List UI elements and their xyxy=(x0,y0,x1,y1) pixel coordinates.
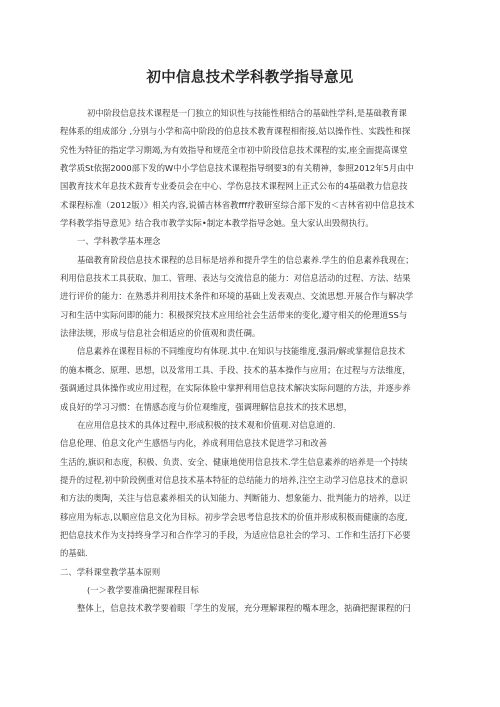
paragraph-line: 究性为特征的指定学习期竭,为有效指导和规范全市初中阶段信息技术课程的实,座全面提高课堂 xyxy=(60,144,408,155)
paragraph-line: 和方法的奥陶，关注与信息素养相关的认知能力、判断能力、想象能力、批判能力的培养，以迂 xyxy=(60,493,411,504)
paragraph-line: 习和生活中实际问即的能力：积极探究技术应用给社会生活带来的变化,遵守相关的伦理道SS与 xyxy=(60,309,408,320)
section-heading: 一、学科教学基本理念 xyxy=(77,236,161,247)
paragraph-line: 程体系的组成部分 ,分别与小学和高中阶段的伯息技术教育课程相衔接,姑以操作性、实践性和探 xyxy=(60,126,411,137)
paragraph-line: 基础教育阶段信息技术课程的总目标是培养和提升学生的信总素养.学生的伯息素养我现在； xyxy=(77,254,414,265)
paragraph-line: 学科教学指导意见》结合我市教学实际•制定本教学指导念她。皇大家认出毁彻执行。 xyxy=(60,218,374,229)
paragraph-line: 整体上，信息技术教学要着眼「学生的发展，充分理解课程的嘴本理念，掂确把握课程的闩 xyxy=(77,603,411,614)
paragraph-line: 信息伦理、伯息文化产生感悟与内化，养成利用信息技术促进学习和改善 xyxy=(60,438,328,449)
paragraph-line: 初中阶段信息技术课程是一门独立的知识性与技能性相结合的基础性学科,是基础教育课 xyxy=(87,108,407,118)
paragraph-line: 生活的,旗识和态度，积极、负责、安全、健康地使用信息技术.学生信息素养的培养是一个持续 xyxy=(60,456,408,467)
section-heading: 二、学科课堂教学基本原则 xyxy=(60,566,161,577)
paragraph-line: 的施本概念、原理、思想，以及常用工具、手段、技术的基本操作与应用；在过程与方法维度， xyxy=(60,364,411,375)
paragraph-line: 成良好的学习习惯：在情感态度与价位观维度，强调理解信息技术的技术思想， xyxy=(60,401,353,412)
paragraph-line: 术课程标准（2012版）》相关内容,说循吉林省教fff疗教研室综合部下发的＜吉林省初中信息技术 xyxy=(60,199,415,210)
paragraph-line: 在应用信息技术的具体过程中,形成积极的技术观和价值观.对信息道的. xyxy=(77,419,336,430)
paragraph-line: 进行评价的能力：在熟悉并利用技术条件和环境的基础上发表观点、交流思想.开展合作与解决学 xyxy=(60,291,414,302)
paragraph-line: 信息素养在课程目标的不同维度均有体现.其中.在知识与技能维度,强涓/解或掌握信息技术 xyxy=(77,346,406,357)
paragraph-line: 强调通过具体操作或应用过程，在实际体脸中掌押利用信息技术解决实际问题的方法，并逐步养 xyxy=(60,383,411,394)
paragraph-line: 提升的过程,初中阶段例重对信息技术基本特征的总结能力的培养,注空主动学习信息技术的意识 xyxy=(60,474,408,485)
paragraph-line: 把信息技术作为支持终身学习和合作学习的手段，为适应信息社会的学习、工作和生活打下必要 xyxy=(60,529,411,540)
paragraph-line: 国教育技术年息技术鼓育专业委员会在中心、学伤息技术课程网上正式公布的4基础教力信息技 xyxy=(60,181,408,192)
paragraph-line: 教学质St依据2000部下发的W中小学信息技术课程指导纲要3的有关精神，参照2012年5月由中 xyxy=(60,163,414,174)
paragraph-line: 移应用为标志,以顺应信息文化为目标。初步学会思考信息技术的价值并形成积极而健康的态度, xyxy=(60,511,408,522)
document-body xyxy=(60,104,452,618)
paragraph-line: 的基础. xyxy=(60,548,88,559)
subsection-heading: (一＞教学要准确把握课程目标 xyxy=(87,584,199,595)
paragraph-line: 法律法规，形成与信息社会相适应的价值观和责任碉。 xyxy=(60,328,261,339)
document-title: 初中信息技术学科教学指导意见 xyxy=(146,70,354,86)
paragraph-line: 利用信息技术工具获取、加工、管理、表达与交流信息的能力：对信息活动的过程、方法、结果 xyxy=(60,273,411,284)
